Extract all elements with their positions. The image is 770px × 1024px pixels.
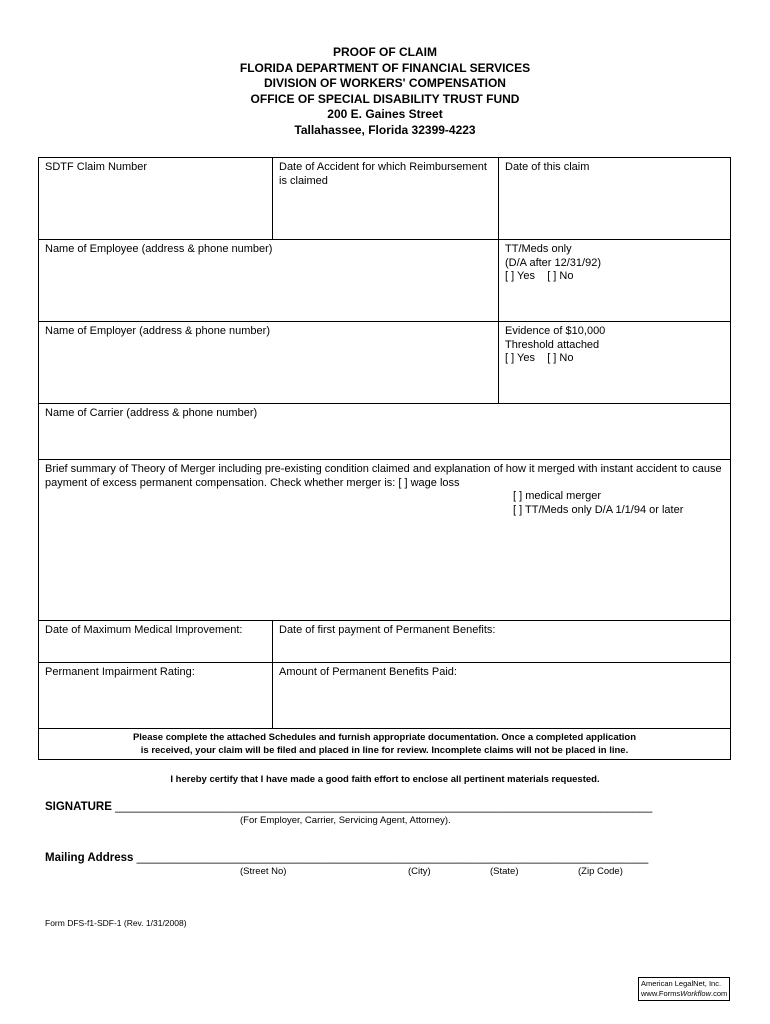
form-title: PROOF OF CLAIM — [333, 45, 437, 59]
mailing-address-underline: ________________________________________________________________________________ — [133, 852, 649, 864]
form-row-benefits — [39, 663, 730, 729]
employer-name-label: Name of Employer (address & phone number) — [45, 325, 270, 337]
ttmeds-only-field — [498, 240, 730, 321]
division-name: DIVISION OF WORKERS' COMPENSATION — [264, 76, 506, 90]
publisher-name: American LegalNet, Inc. — [641, 979, 722, 988]
notice-line-1: Please complete the attached Schedules and furnish appropriate documentation. Once a completed application — [132, 732, 637, 743]
evidence-threshold-field — [498, 322, 730, 403]
form-row-notice — [39, 729, 730, 759]
carrier-name-label: Name of Carrier (address & phone number) — [45, 407, 258, 419]
form-row-claim-info — [39, 158, 730, 240]
evidence-yes-no-checkboxes[interactable]: [ ] Yes [ ] No — [505, 352, 574, 364]
impairment-rating-label: Permanent Impairment Rating: — [45, 666, 195, 678]
form-row-employer — [39, 322, 730, 404]
employee-name-label: Name of Employee (address & phone number) — [45, 243, 273, 255]
sdtf-claim-number-label: SDTF Claim Number — [45, 161, 148, 173]
merger-summary-field[interactable] — [39, 460, 730, 620]
street-no-caption: (Street No) — [240, 866, 287, 877]
notice-line-2: is received, your claim will be filed and placed in line for review. Incomplete claims will not be placed in line. — [140, 744, 629, 756]
form-header — [0, 45, 770, 138]
threshold-label: Threshold attached — [505, 338, 600, 351]
form-row-dates — [39, 621, 730, 663]
signature-label: SIGNATURE — [45, 801, 112, 813]
ttmeds-yes-no-checkboxes[interactable]: [ ] Yes [ ] No — [505, 270, 574, 282]
website-part-3: .com — [711, 989, 728, 998]
employee-name-field[interactable] — [39, 240, 498, 321]
ttmeds-label: TT/Meds only — [505, 243, 572, 255]
submission-notice — [39, 729, 730, 759]
benefits-paid-field[interactable] — [272, 663, 730, 728]
department-name: FLORIDA DEPARTMENT OF FINANCIAL SERVICES — [239, 60, 531, 75]
date-of-claim-field[interactable] — [498, 158, 730, 239]
signature-line[interactable] — [45, 801, 652, 813]
form-row-merger — [39, 460, 730, 621]
date-of-claim-label: Date of this claim — [505, 161, 590, 173]
signature-underline: ____________________________________________________________________________________ — [111, 801, 653, 813]
mmi-date-field[interactable] — [39, 621, 272, 662]
city-address: Tallahassee, Florida 32399-4223 — [294, 122, 476, 137]
city-caption: (City) — [408, 866, 431, 877]
impairment-rating-field[interactable] — [39, 663, 272, 728]
website-part-1: www.Forms — [641, 989, 681, 998]
mailing-address-line[interactable] — [45, 852, 648, 864]
street-address: 200 E. Gaines Street — [327, 107, 443, 121]
form-row-employee — [39, 240, 730, 322]
date-of-accident-field[interactable] — [272, 158, 498, 239]
publisher-stamp — [638, 977, 730, 1001]
office-name: OFFICE OF SPECIAL DISABILITY TRUST FUND — [250, 91, 520, 106]
mailing-address-label: Mailing Address — [45, 852, 134, 864]
certification-statement: I hereby certify that I have made a good faith effort to enclose all pertinent materials requested. — [170, 774, 600, 785]
merger-summary-label: Brief summary of Theory of Merger including pre-existing condition claimed and explanation of how it merged with instant accident to cause payment of excess permanent compensation. Check whether merger is: [ ] wage loss — [45, 463, 722, 489]
ttmeds-date-note: (D/A after 12/31/92) — [505, 256, 601, 269]
website-part-2: Workflow — [680, 989, 712, 998]
signature-note: (For Employer, Carrier, Servicing Agent, Attorney). — [240, 815, 451, 826]
date-of-accident-label: Date of Accident for which Reimbursement is claimed — [279, 161, 487, 187]
form-identifier: Form DFS-f1-SDF-1 (Rev. 1/31/2008) — [45, 918, 187, 928]
zip-code-caption: (Zip Code) — [578, 866, 623, 877]
carrier-name-field[interactable] — [39, 404, 730, 459]
claim-form-table — [38, 157, 731, 760]
merger-option-medical[interactable]: [ ] medical merger — [513, 490, 602, 502]
form-row-carrier — [39, 404, 730, 460]
mmi-date-label: Date of Maximum Medical Improvement: — [45, 624, 243, 636]
first-payment-date-label: Date of first payment of Permanent Benefits: — [279, 624, 496, 636]
benefits-paid-label: Amount of Permanent Benefits Paid: — [279, 666, 457, 678]
merger-option-ttmeds[interactable]: [ ] TT/Meds only D/A 1/1/94 or later — [513, 503, 684, 516]
employer-name-field[interactable] — [39, 322, 498, 403]
first-payment-date-field[interactable] — [272, 621, 730, 662]
evidence-label: Evidence of $10,000 — [505, 325, 606, 337]
publisher-website — [641, 989, 727, 999]
state-caption: (State) — [490, 866, 519, 877]
sdtf-claim-number-field[interactable] — [39, 158, 272, 239]
